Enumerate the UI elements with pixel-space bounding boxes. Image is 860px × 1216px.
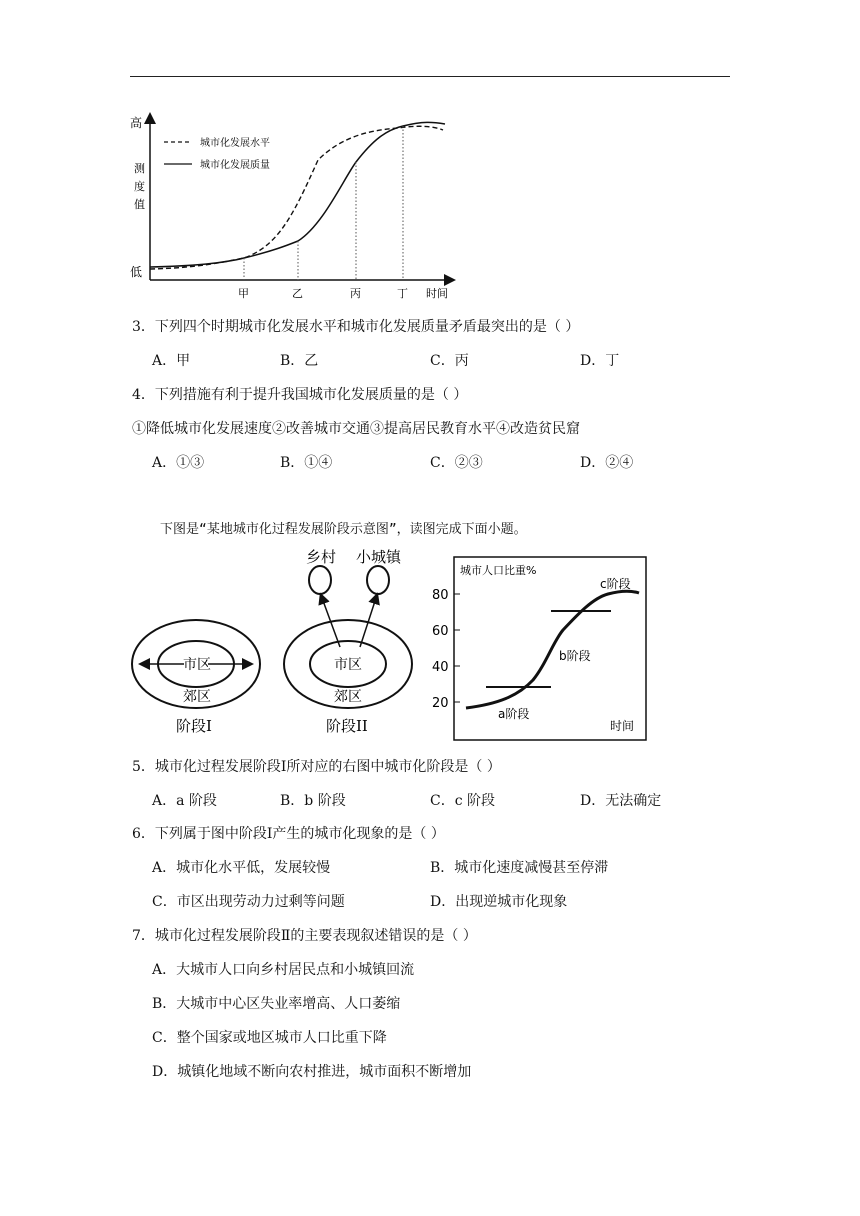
stage1-urban-label: 市区 (183, 657, 211, 673)
q4-option-a[interactable]: A．①③ (152, 455, 205, 471)
stage-b-label: b阶段 (559, 649, 591, 663)
y-top-label: 高 (130, 116, 143, 130)
q7-option-a[interactable]: A．大城市人口向乡村居民点和小城镇回流 (152, 962, 415, 978)
town-label: 小城镇 (356, 548, 402, 566)
y-axis-label-1: 测 (134, 162, 145, 175)
urbanization-stage-diagram (128, 544, 428, 744)
q6-option-b[interactable]: B．城市化速度减慢甚至停滞 (430, 860, 609, 876)
y-tick-40: 40 (432, 660, 449, 675)
y-axis-label-2: 度 (134, 180, 145, 193)
y-axis-label-3: 值 (134, 198, 145, 211)
header-rule (130, 76, 730, 77)
q5-stem: 5．城市化过程发展阶段Ⅰ所对应的右图中城市化阶段是（ ） (132, 759, 501, 775)
stage1-suburb-label: 郊区 (183, 689, 211, 705)
stage-c-label: c阶段 (600, 577, 631, 591)
q5-option-c[interactable]: C．c 阶段 (430, 793, 496, 809)
q5-option-d[interactable]: D．无法确定 (580, 793, 662, 809)
urbanization-curve-figure (128, 110, 458, 302)
urban-population-chart (428, 554, 650, 744)
stage-a-label: a阶段 (498, 707, 530, 721)
x-tick-yi: 乙 (292, 287, 303, 300)
q3-option-d[interactable]: D．丁 (580, 353, 620, 369)
q4-option-b[interactable]: B．①④ (280, 455, 333, 471)
q7-option-b[interactable]: B．大城市中心区失业率增高、人口萎缩 (152, 996, 401, 1012)
village-circle (309, 566, 331, 594)
q4-stem: 4．下列措施有利于提升我国城市化发展质量的是（ ） (132, 387, 468, 403)
population-curve (466, 591, 639, 708)
q7-stem: 7．城市化过程发展阶段Ⅱ的主要表现叙述错误的是（ ） (132, 928, 477, 944)
y-tick-60: 60 (432, 624, 449, 639)
q5-option-b[interactable]: B．b 阶段 (280, 793, 346, 809)
q7-option-c[interactable]: C．整个国家或地区城市人口比重下降 (152, 1030, 387, 1046)
stage2-urban-label: 市区 (334, 657, 362, 673)
q6-option-a[interactable]: A．城市化水平低，发展较慢 (152, 860, 331, 876)
y-tick-20: 20 (432, 696, 449, 711)
legend-dashed-label: 城市化发展水平 (200, 138, 270, 149)
q3-option-c[interactable]: C．丙 (430, 353, 469, 369)
q3-option-b[interactable]: B．乙 (280, 353, 319, 369)
stage1-label: 阶段I (176, 717, 212, 735)
series-dashed-line (150, 126, 443, 269)
village-label: 乡村 (306, 548, 337, 566)
q3-option-a[interactable]: A．甲 (152, 353, 191, 369)
q5-option-a[interactable]: A．a 阶段 (152, 793, 217, 809)
stage2-suburb-label: 郊区 (334, 689, 362, 705)
section-intro: 下图是“某地城市化过程发展阶段示意图”，读图完成下面小题。 (160, 522, 527, 537)
q6-option-d[interactable]: D．出现逆城市化现象 (430, 894, 568, 910)
y-bottom-label: 低 (130, 265, 143, 279)
y-tick-80: 80 (432, 588, 449, 603)
x-tick-bing: 丙 (350, 287, 361, 300)
legend-solid-label: 城市化发展质量 (200, 160, 270, 171)
q6-option-c[interactable]: C．市区出现劳动力过剩等问题 (152, 894, 345, 910)
x-axis-label: 时间 (610, 719, 635, 733)
chart-title: 城市人口比重% (460, 564, 537, 577)
q7-option-d[interactable]: D．城镇化地域不断向农村推进，城市面积不断增加 (152, 1064, 472, 1080)
q4-option-d[interactable]: D．②④ (580, 455, 634, 471)
stage2-label: 阶段II (326, 717, 368, 735)
x-axis-label: 时间 (426, 287, 448, 300)
q6-stem: 6．下列属于图中阶段Ⅰ产生的城市化现象的是（ ） (132, 826, 445, 842)
q4-option-c[interactable]: C．②③ (430, 455, 483, 471)
x-tick-ding: 丁 (397, 287, 408, 300)
q4-items: ①降低城市化发展速度②改善城市交通③提高居民教育水平④改造贫民窟 (132, 421, 580, 437)
q3-stem: 3．下列四个时期城市化发展水平和城市化发展质量矛盾最突出的是（ ） (132, 319, 580, 335)
town-circle (367, 566, 389, 594)
x-tick-jia: 甲 (238, 287, 249, 300)
